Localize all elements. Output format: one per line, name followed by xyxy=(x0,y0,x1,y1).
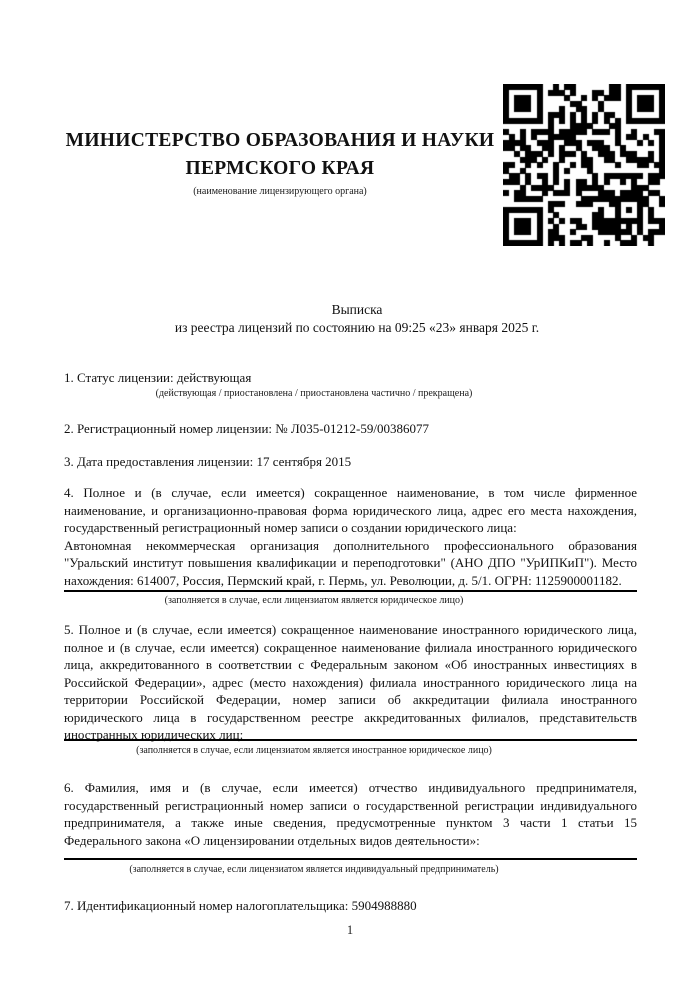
ministry-name-line2: ПЕРМСКОГО КРАЯ xyxy=(185,158,375,179)
registration-number-line: 2. Регистрационный номер лицензии: № Л035-01212-59/00386077 xyxy=(64,421,430,436)
license-status-line: 1. Статус лицензии: действующая xyxy=(64,370,252,385)
section-4-caption: (заполняется в случае, если лицензиатом является юридическое лицо) xyxy=(164,595,464,606)
license-grant-date-line: 3. Дата предоставления лицензии: 17 сентября 2015 xyxy=(64,454,352,469)
section-4-intro: 4. Полное и (в случае, если имеется) сокращенное наименование, в том числе фирменное наименование, и организационно-правовая форма юридического лица, адрес его места нахождения, государственный регистрационный номер записи о создании юридического лица: xyxy=(64,485,637,535)
section-6-individual-entrepreneur xyxy=(64,779,637,849)
section-4-legal-entity xyxy=(64,484,637,589)
taxpayer-id-line: 7. Идентификационный номер налогоплательщика: 5904988880 xyxy=(64,898,417,913)
section-5-fill-rule xyxy=(64,739,637,741)
document-title-line1: Выписка xyxy=(331,302,383,317)
section-5-foreign-entity xyxy=(64,621,637,744)
qr-code xyxy=(503,84,665,246)
section-6-caption: (заполняется в случае, если лицензиатом является индивидуальный предприниматель) xyxy=(129,864,499,875)
page-number: 1 xyxy=(346,923,354,937)
section-6-intro: 6. Фамилия, имя и (в случае, если имеется) отчество индивидуального предпринимателя, государственный регистрационный номер записи о государственной регистрации индивидуального предпринимателя, а также иные сведения, предусмотренные пунктом 3 части 1 статьи 15 Федерального закона «О лицензировании отдельных видов деятельности»: xyxy=(64,780,637,848)
licensing-authority-caption: (наименование лицензирующего органа) xyxy=(193,186,367,197)
section-6-fill-rule xyxy=(64,858,637,860)
section-4-fill-rule xyxy=(64,590,637,592)
document-title-line2: из реестра лицензий по состоянию на 09:25 «23» января 2025 г. xyxy=(174,320,540,335)
license-status-options-caption: (действующая / приостановлена / приостановлена частично / прекращена) xyxy=(155,388,473,399)
section-4-value: Автономная некоммерческая организация дополнительного профессионального образования "Уральский институт повышения квалификации и переподготовки" (АНО ДПО "УрИПКиП"). Место нахождения: 614007, Россия, Пермский край, г. Пермь, ул. Революции, д. 5/1. ОГРН: 1125900001182. xyxy=(64,537,637,588)
ministry-header xyxy=(40,127,520,197)
ministry-name-line1: МИНИСТЕРСТВО ОБРАЗОВАНИЯ И НАУКИ xyxy=(65,130,495,151)
document-title xyxy=(57,301,657,337)
section-5-caption: (заполняется в случае, если лицензиатом является иностранное юридическое лицо) xyxy=(136,745,492,756)
section-5-intro: 5. Полное и (в случае, если имеется) сокращенное наименование иностранного юридического лица, полное и (в случае, если имеется) сокращенное наименование филиала иностранного юридического лица, аккредитованного в соответствии с Федеральным законом «Об иностранных инвестициях в Российской Федерации», адрес (место нахождения) филиала иностранного юридического лица на территории Российской Федерации, номер записи об аккредитации филиала иностранного юридического лица в государственном реестре аккредитованных филиалов, представительств иностранных юридических лиц: xyxy=(64,622,637,742)
